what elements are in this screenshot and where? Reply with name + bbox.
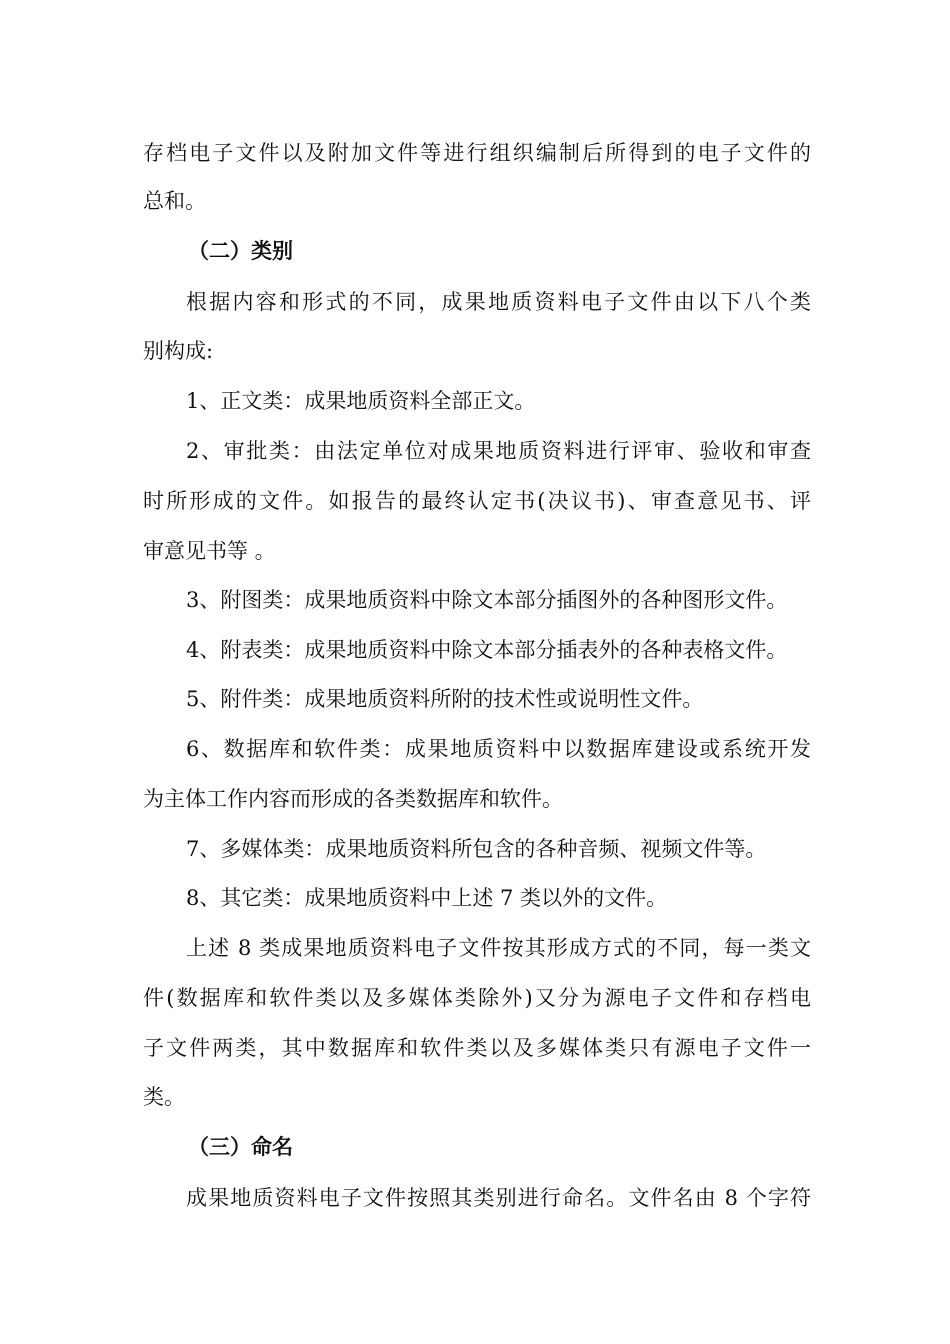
- paragraph-continuation-line: 存档电子文件以及附加文件等进行组织编制后所得到的电子文件的: [143, 141, 811, 165]
- list-item-approval-cont: 审意见书等 。: [143, 539, 276, 563]
- list-item-approval-cont: 时所形成的文件。如报告的最终认定书(决议书)、审查意见书、评: [143, 489, 811, 513]
- list-item-approval: 2、审批类：由法定单位对成果地质资料进行评审、验收和审查: [186, 439, 811, 463]
- list-item-tables: 4、附表类：成果地质资料中除文本部分插表外的各种表格文件。: [186, 638, 788, 662]
- paragraph-line: 上述 8 类成果地质资料电子文件按其形成方式的不同，每一类文: [186, 936, 811, 960]
- paragraph-line: 别构成:: [143, 339, 214, 363]
- section-heading-categories: （二）类别: [188, 239, 293, 263]
- paragraph-line: 子文件两类，其中数据库和软件类以及多媒体类只有源电子文件一: [143, 1036, 811, 1060]
- list-item-attachments: 5、附件类：成果地质资料所附的技术性或说明性文件。: [186, 687, 704, 711]
- paragraph-line: 成果地质资料电子文件按照其类别进行命名。文件名由 8 个字符: [186, 1186, 811, 1210]
- list-item-main-text: 1、正文类：成果地质资料全部正文。: [186, 389, 536, 413]
- list-item-figures: 3、附图类：成果地质资料中除文本部分插图外的各种图形文件。: [186, 588, 788, 612]
- section-heading-naming: （三）命名: [188, 1135, 293, 1159]
- paragraph-line: 件(数据库和软件类以及多媒体类除外)又分为源电子文件和存档电: [143, 986, 811, 1010]
- list-item-multimedia: 7、多媒体类：成果地质资料所包含的各种音频、视频文件等。: [186, 837, 767, 861]
- paragraph-line: 根据内容和形式的不同，成果地质资料电子文件由以下八个类: [186, 290, 811, 314]
- paragraph-line: 类。: [143, 1085, 185, 1109]
- list-item-database-software-cont: 为主体工作内容而形成的各类数据库和软件。: [143, 787, 563, 811]
- paragraph-continuation-line: 总和。: [143, 189, 206, 213]
- list-item-other: 8、其它类：成果地质资料中上述 7 类以外的文件。: [186, 886, 668, 910]
- list-item-database-software: 6、数据库和软件类：成果地质资料中以数据库建设或系统开发: [186, 737, 811, 761]
